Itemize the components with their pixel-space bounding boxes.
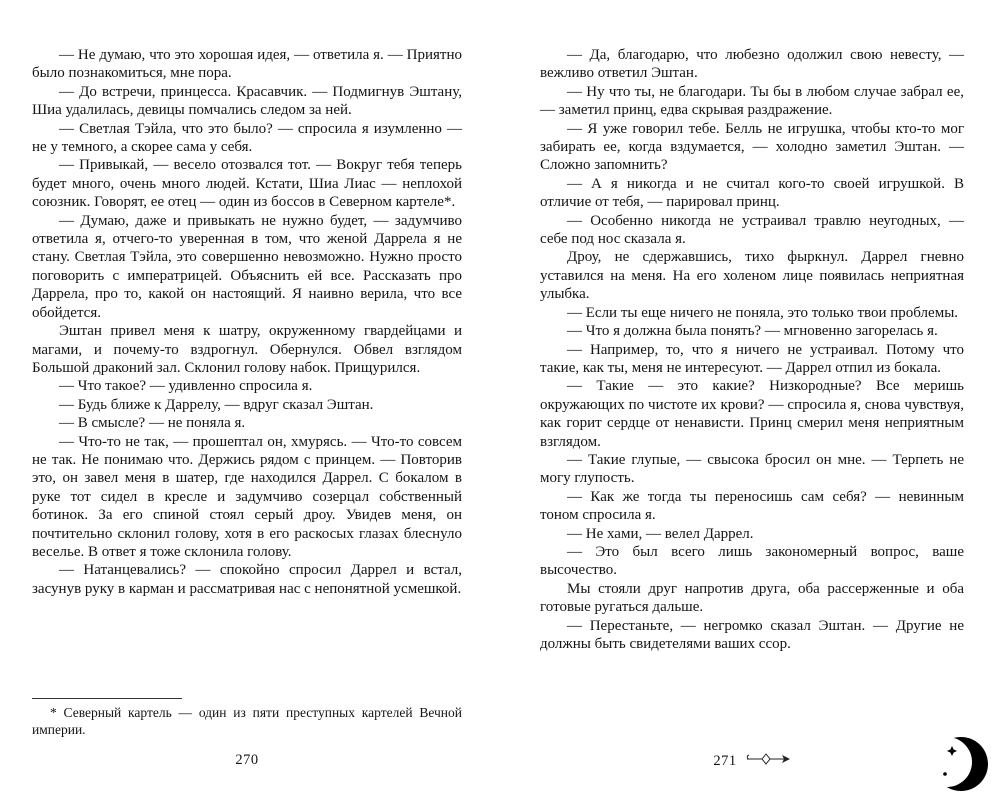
right-text-column — [540, 46, 964, 653]
paragraph: — Светлая Тэйла, что это было? — спросила я изумленно — не у темного, а скорее сама у себя. — [32, 120, 462, 156]
right-page-footer — [540, 752, 964, 770]
paragraph: Дроу, не сдержавшись, тихо фыркнул. Даррел гневно уставился на меня. На его холеном лице появилась неприятная улыбка. — [540, 249, 964, 303]
paragraph: — Думаю, даже и привыкать не нужно будет, — задумчиво ответила я, отчего-то уверенная в том, что женой Даррела я не стану. Светлая Тэйла, это совершенно невозможно. Нужно просто поговорить с императрицей. Объяснить ей все. Рассказать про Даррела, про то, какой он настоящий. Я наивно верила, что все обойдется. — [32, 212, 462, 321]
paragraph: — Это был всего лишь закономерный вопрос, ваше высочество. — [540, 543, 964, 579]
paragraph: — Не думаю, что это хорошая идея, — ответила я. — Приятно было познакомиться, мне пора. — [32, 47, 462, 82]
paragraph: — Я уже говорил тебе. Белль не игрушка, чтобы кто-то мог забирать ее, когда вздумается, — холодно заметил Эштан. — Сложно запомнить? — [540, 120, 964, 174]
right-page-number: 271 — [713, 752, 737, 769]
paragraph: — Что-то не так, — прошептал он, хмурясь. — Что-то совсем не так. Не понимаю что. Держись рядом с принцем. — Повторив это, он завел меня в шатер, где находился Даррел. С бокалом в руке тот сидел в кресле и задумчиво созерцал собственный ботинок. За его спиной стоял серый дроу. Увидев меня, он почтительно склонил голову, хотя в его раскосых глазах блеснуло веселье. В ответ я тоже склонила голову. — [32, 433, 462, 560]
paragraph: — Как же тогда ты переносишь сам себя? — невинным тоном спросила я. — [540, 488, 964, 524]
paragraph: Мы стояли друг напротив друга, оба рассерженные и оба готовые ругаться дальше. — [540, 580, 964, 616]
footnote-block — [32, 698, 462, 738]
paragraph: — Например, то, что я ничего не устраивал. Потому что такие, как ты, меня не интересуют. — Даррел отпил из бокала. — [540, 341, 964, 376]
paragraph: — Что я должна была понять? — мгновенно загорелась я. — [567, 323, 938, 340]
paragraph: — До встречи, принцесса. Красавчик. — Подмигнув Эштану, Шиа удалилась, девицы помчались следом за ней. — [32, 83, 462, 119]
footnote-divider — [32, 698, 182, 699]
paragraph: — В смысле? — не поняла я. — [59, 415, 246, 432]
paragraph: — Перестаньте, — негромко сказал Эштан. — Другие не должны быть свидетелями ваших ссор. — [540, 617, 964, 652]
footnote-text: * Северный картель — один из пяти преступных картелей Вечной империи. — [32, 705, 462, 737]
paragraph: — Натанцевались? — спокойно спросил Даррел и встал, засунув руку в карман и рассматривая нас с непонятной усмешкой. — [32, 562, 462, 597]
page-right — [540, 46, 964, 800]
paragraph: — Что такое? — удивленно спросила я. — [59, 378, 313, 395]
paragraph: — Если ты еще ничего не поняла, это только твои проблемы. — [567, 304, 959, 321]
paragraph: — Привыкай, — весело отозвался тот. — Вокруг тебя теперь будет много, очень много людей. Кстати, Шиа Лиас — неплохой союзник. Говорят, ее отец — один из боссов в Северном картеле*. — [32, 157, 462, 211]
paragraph: — Ну что ты, не благодари. Ты бы в любом случае забрал ее, — заметил принц, едва скрывая раздражение. — [540, 83, 964, 119]
paragraph: — Особенно никогда не устраивал травлю неугодных, — себе под нос сказала я. — [540, 212, 964, 248]
crescent-moon-icon — [932, 734, 988, 794]
left-text-column — [32, 46, 462, 598]
paragraph: — Такие — это какие? Низкородные? Все меришь окружающих по чистоте их крови? — спросила я, снова чувствуя, как горит сердце от ненависти. Принц смерил меня неприятным взглядом. — [540, 378, 964, 450]
paragraph: — Да, благодарю, что любезно одолжил свою невесту, — вежливо ответил Эштан. — [540, 47, 964, 82]
paragraph: — Не хами, — велел Даррел. — [567, 525, 754, 542]
paragraph: — Такие глупые, — свысока бросил он мне. — Терпеть не могу глупость. — [540, 451, 964, 487]
left-page-number: 270 — [235, 752, 259, 768]
left-page-footer — [32, 752, 462, 769]
paragraph: — Будь ближе к Даррелу, — вдруг сказал Эштан. — [59, 396, 374, 413]
paragraph: — А я никогда и не считал кого-то своей игрушкой. В отличие от тебя, — парировал принц. — [540, 175, 964, 211]
page-left — [32, 46, 462, 800]
paragraph: Эштан привел меня к шатру, окруженному гвардейцами и магами, и почему-то вздрогнул. Обернулся. Обвел взглядом Большой драконий зал. Склонил голову набок. Прищурился. — [32, 323, 462, 376]
arrow-ornament-icon — [745, 752, 791, 770]
